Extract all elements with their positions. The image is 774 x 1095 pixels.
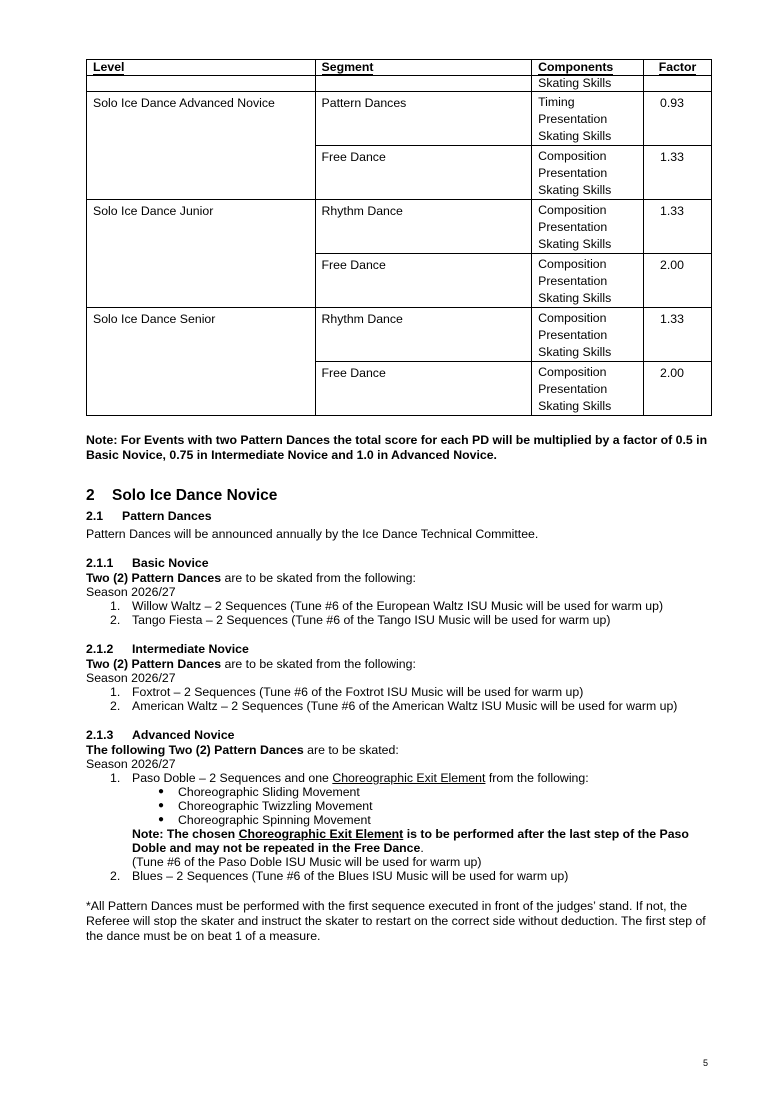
- component-item: Skating Skills: [538, 399, 612, 413]
- score-factor-table: [86, 59, 712, 416]
- component-item: Skating Skills: [538, 76, 612, 90]
- table-row: [87, 308, 712, 362]
- list-item: [86, 599, 712, 613]
- component-item: Composition: [538, 311, 607, 325]
- components-cell: [532, 92, 644, 146]
- exit-element-list: [132, 785, 712, 827]
- note-run: Note: The chosen: [132, 827, 239, 841]
- segment-cell: Free Dance: [315, 146, 532, 200]
- section-title: Solo Ice Dance Novice: [112, 487, 278, 504]
- subsubsection-title: Advanced Novice: [132, 728, 235, 742]
- table-row: [87, 200, 712, 254]
- list-number: 1.: [110, 771, 121, 785]
- factor-cell: 2.00: [644, 254, 712, 308]
- components-cell: [532, 76, 644, 92]
- subsubsection-heading: [86, 556, 712, 571]
- list-item: [86, 613, 712, 627]
- lead-bold: Two (2) Pattern Dances: [86, 657, 222, 671]
- paragraph: Pattern Dances will be announced annually by the Ice Dance Technical Committee.: [86, 527, 539, 541]
- bullet-icon: ●: [158, 814, 165, 825]
- footnote: *All Pattern Dances must be performed with the first sequence executed in front of the judges’ stand. If not, the Referee will stop the skater and instruct the skater to restart on the correct side without deduction. The first step of the dance must be on beat 1 of a measure.: [86, 899, 706, 943]
- list-text: Willow Waltz – 2 Sequences (Tune #6 of the European Waltz ISU Music will be used for warm up): [132, 599, 664, 613]
- list-text: American Waltz – 2 Sequences (Tune #6 of the American Waltz ISU Music will be used for warm up): [132, 699, 678, 713]
- bullet-text: Choreographic Spinning Movement: [178, 813, 371, 827]
- components-cell: [532, 254, 644, 308]
- list-number: 1.: [110, 685, 121, 699]
- component-item: Skating Skills: [538, 183, 612, 197]
- lead-bold: Two (2) Pattern Dances: [86, 571, 222, 585]
- subsubsection-number: 2.1.3: [86, 728, 114, 742]
- text-run: from the following:: [485, 771, 589, 785]
- dance-list: [86, 771, 712, 883]
- list-item: [86, 771, 712, 869]
- lead-rest: are to be skated from the following:: [221, 657, 416, 671]
- season-label: Season 2026/27: [86, 671, 176, 685]
- header-components: Components: [532, 60, 644, 76]
- components-cell: [532, 362, 644, 416]
- level-cell: Solo Ice Dance Junior: [87, 200, 316, 308]
- factor-note: Note: For Events with two Pattern Dances the total score for each PD will be multiplied by a factor of 0.5 in Basic Novice, 0.75 in Intermediate Novice and 1.0 in Advanced Novice.: [86, 433, 708, 462]
- list-number: 2.: [110, 613, 121, 627]
- bullet-item: [132, 785, 712, 799]
- section-heading: [86, 487, 712, 505]
- bullet-icon: ●: [158, 786, 165, 797]
- component-item: Composition: [538, 149, 607, 163]
- lead-text: [86, 743, 712, 757]
- subsubsection-heading: [86, 642, 712, 657]
- subsubsection-heading: [86, 728, 712, 743]
- component-item: Presentation: [538, 274, 608, 288]
- factor-cell: 0.93: [644, 92, 712, 146]
- subsubsection-number: 2.1.1: [86, 556, 114, 570]
- factor-cell: 1.33: [644, 308, 712, 362]
- component-item: Presentation: [538, 166, 608, 180]
- factor-cell: [644, 76, 712, 92]
- subsection-title: Pattern Dances: [122, 509, 212, 523]
- table-header-row: [87, 60, 712, 76]
- segment-cell: Rhythm Dance: [315, 308, 532, 362]
- bullet-text: Choreographic Sliding Movement: [178, 785, 360, 799]
- lead-rest: are to be skated:: [303, 743, 399, 757]
- document-page: [86, 59, 712, 944]
- component-item: Presentation: [538, 112, 608, 126]
- subsection-number: 2.1: [86, 509, 104, 523]
- component-item: Composition: [538, 203, 607, 217]
- list-text: Tango Fiesta – 2 Sequences (Tune #6 of the Tango ISU Music will be used for warm up): [132, 613, 611, 627]
- list-number: 2.: [110, 699, 121, 713]
- note-run: is to be performed after the last step of the Paso Doble and may not be repeated in the Free Dance: [132, 827, 689, 855]
- segment-cell: Pattern Dances: [315, 92, 532, 146]
- component-item: Presentation: [538, 328, 608, 342]
- component-item: Composition: [538, 365, 607, 379]
- text-run: Paso Doble – 2 Sequences and one: [132, 771, 333, 785]
- components-cell: [532, 308, 644, 362]
- subsubsection-title: Basic Novice: [132, 556, 209, 570]
- component-item: Skating Skills: [538, 291, 612, 305]
- segment-cell: [315, 76, 532, 92]
- exit-element-note: [132, 827, 712, 855]
- component-item: Skating Skills: [538, 129, 612, 143]
- component-item: Composition: [538, 257, 607, 271]
- segment-cell: Free Dance: [315, 362, 532, 416]
- factor-cell: 2.00: [644, 362, 712, 416]
- component-item: Presentation: [538, 220, 608, 234]
- lead-text: [86, 657, 712, 671]
- component-item: Timing: [538, 95, 575, 109]
- underlined-term: Choreographic Exit Element: [332, 771, 486, 785]
- tune-note: (Tune #6 of the Paso Doble ISU Music will be used for warm up): [132, 855, 482, 869]
- factor-cell: 1.33: [644, 200, 712, 254]
- note-run: .: [420, 841, 424, 855]
- level-cell: Solo Ice Dance Senior: [87, 308, 316, 416]
- header-segment: Segment: [315, 60, 532, 76]
- dance-list: [86, 685, 712, 713]
- list-text: Foxtrot – 2 Sequences (Tune #6 of the Foxtrot ISU Music will be used for warm up): [132, 685, 584, 699]
- subsubsection-title: Intermediate Novice: [132, 642, 249, 656]
- segment-cell: Free Dance: [315, 254, 532, 308]
- header-level: Level: [87, 60, 316, 76]
- level-cell: [87, 76, 316, 92]
- list-number: 2.: [110, 869, 121, 883]
- component-item: Skating Skills: [538, 237, 612, 251]
- page-number: 5: [703, 1058, 709, 1068]
- table-row: [87, 76, 712, 92]
- list-item: [86, 699, 712, 713]
- dance-list: [86, 599, 712, 627]
- section-number: 2: [86, 487, 95, 504]
- bullet-text: Choreographic Twizzling Movement: [178, 799, 373, 813]
- bullet-item: [132, 813, 712, 827]
- components-cell: [532, 200, 644, 254]
- factor-cell: 1.33: [644, 146, 712, 200]
- lead-bold: The following Two (2) Pattern Dances: [86, 743, 304, 757]
- season-label: Season 2026/27: [86, 757, 176, 771]
- lead-rest: are to be skated from the following:: [221, 571, 416, 585]
- underlined-term: Choreographic Exit Element: [238, 827, 404, 841]
- list-item: [86, 869, 712, 883]
- season-label: Season 2026/27: [86, 585, 176, 599]
- table-row: [87, 92, 712, 146]
- list-text: Blues – 2 Sequences (Tune #6 of the Blues ISU Music will be used for warm up): [132, 869, 569, 883]
- lead-text: [86, 571, 712, 585]
- subsection-heading: [86, 509, 712, 524]
- component-item: Skating Skills: [538, 345, 612, 359]
- level-cell: Solo Ice Dance Advanced Novice: [87, 92, 316, 200]
- header-factor: Factor: [644, 60, 712, 76]
- component-item: Presentation: [538, 382, 608, 396]
- list-text: [132, 771, 589, 785]
- subsubsection-number: 2.1.2: [86, 642, 114, 656]
- list-number: 1.: [110, 599, 121, 613]
- bullet-item: [132, 799, 712, 813]
- list-item: [86, 685, 712, 699]
- components-cell: [532, 146, 644, 200]
- segment-cell: Rhythm Dance: [315, 200, 532, 254]
- bullet-icon: ●: [158, 800, 165, 811]
